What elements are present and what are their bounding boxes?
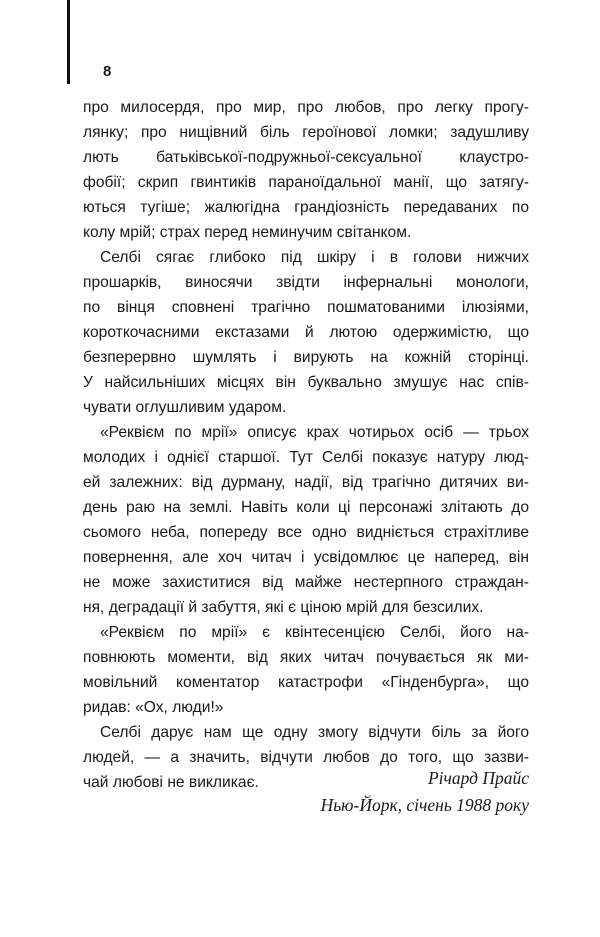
text-line: У найсильніших місцях він буквально змушує нас спів- (83, 374, 529, 391)
signature-place-date: Нью-Йорк, січень 1988 року (320, 795, 529, 815)
text-line: короткочасними екстазами й лютою одержимістю, що (83, 324, 529, 341)
text-line: Селбі сягає глибоко під шкіру і в голови нижчих (100, 249, 529, 266)
paragraph (83, 620, 529, 720)
text-line: фобії; скрип гвинтиків параноїдальної манії, що затягу- (83, 174, 529, 191)
text-line: ей залежних: від дурману, надії, від трагічно дитячих ви- (83, 474, 529, 491)
text-line: безперервно шумлять і вирують на кожній сторінці. (83, 349, 529, 366)
signature-author: Річард Прайс (427, 768, 529, 788)
text-line: «Реквієм по мрії» є квінтесенцією Селбі, його на- (100, 624, 529, 641)
text-line: людей, — а значить, відчути любов до того, що зазви- (83, 749, 529, 766)
body-text (83, 95, 529, 795)
page-number: 8 (103, 63, 112, 80)
signature-block (321, 765, 529, 819)
text-line: по вінця сповнені трагічно пошматованими ілюзіями, (83, 299, 529, 316)
text-line: сьомого неба, попереду все одно видніється страхітливе (83, 524, 529, 541)
text-line: лянку; про нищівний біль героїнової ломки; задушливу (83, 124, 529, 141)
text-line: ридав: «Ох, люди!» (83, 699, 224, 716)
text-line: чай любові не викликає. (83, 774, 259, 791)
text-line: Селбі дарує нам ще одну змогу відчути біль за його (100, 724, 529, 741)
text-line: не може захиститися від майже нестерпного страждан- (83, 574, 529, 591)
paragraph (83, 245, 529, 420)
text-line: про милосердя, про мир, про любов, про легку прогу- (83, 99, 529, 116)
text-line: молодих і однієї старшої. Тут Селбі показує натуру люд- (83, 449, 529, 466)
text-line: ня, деградації й забуття, які є ціною мрій для безсилих. (83, 599, 484, 616)
text-line: лють батьківської-подружньої-сексуальної клаустро- (83, 149, 529, 166)
paragraph (83, 420, 529, 620)
text-line: день раю на землі. Навіть коли ці персонажі злітають до (83, 499, 529, 516)
text-line: повнюють моменти, від яких читач почувається як ми- (83, 649, 529, 666)
text-line: прошарків, виносячи звідти інфернальні монологи, (83, 274, 529, 291)
page-edge-line (67, 0, 70, 84)
text-line: повернення, але хоч читач і усвідомлює це наперед, він (83, 549, 529, 566)
text-line: чувати оглушливим ударом. (83, 399, 287, 416)
paragraph (83, 95, 529, 245)
text-line: ються тугіше; жалюгідна грандіозність передаваних по (83, 199, 529, 216)
text-line: колу мрій; страх перед неминучим світанком. (83, 224, 412, 241)
text-line: «Реквієм по мрії» описує крах чотирьох осіб — трьох (100, 424, 529, 441)
text-line: мовільний коментатор катастрофи «Гінденбурга», що (83, 674, 529, 691)
